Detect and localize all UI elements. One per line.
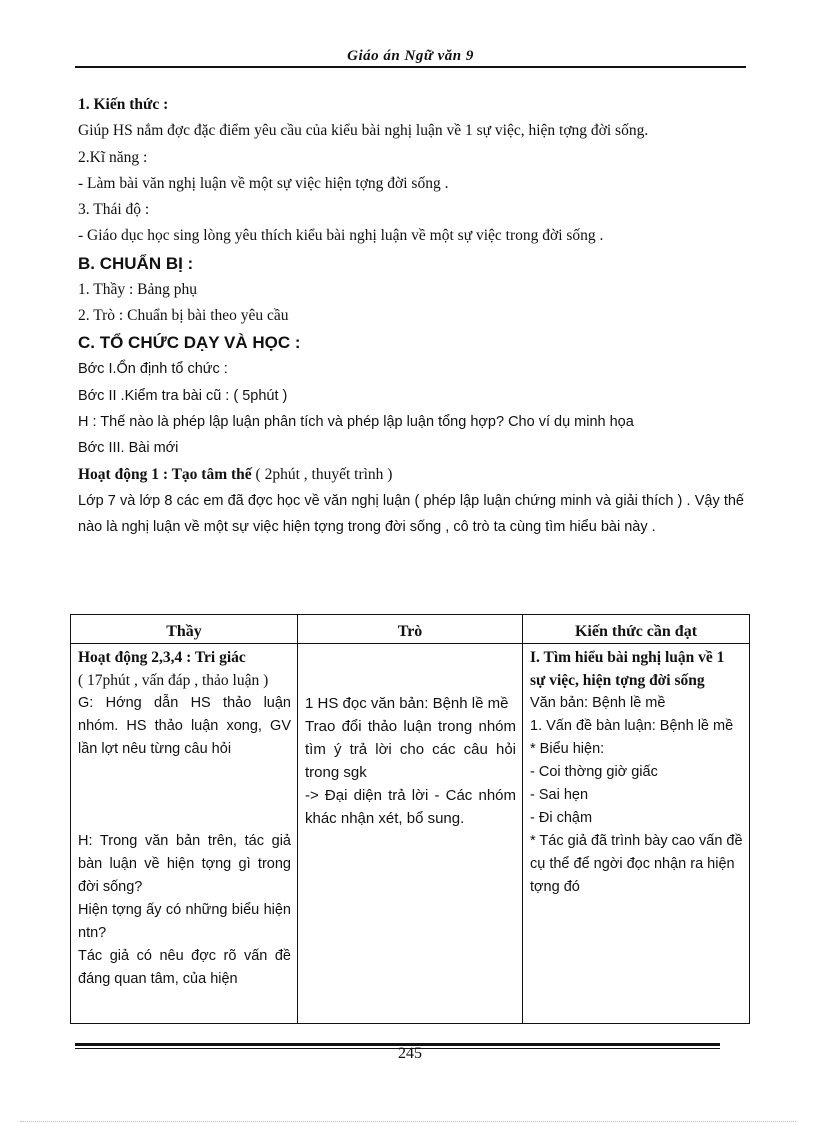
step-1: Bớc I.Ổn định tổ chức : [78, 361, 228, 378]
knowledge-manifest: * Biểu hiện: [530, 741, 605, 757]
step-2: Bớc II .Kiểm tra bài cũ : ( 5phút ) [78, 387, 288, 404]
intro-text: Lớp 7 và lớp 8 các em đã đợc học về văn nghị luận ( phép lập luận chứng minh và giải thích ) . Vậy thế nào là nghị luận về một sự việc hiện tợng trong đời sống , cô trò ta cùng tìm hiểu bài này . [78, 492, 744, 536]
prep-student: 2. Trò : Chuẩn bị bài theo yêu cầu [78, 307, 289, 325]
student-line-1: 1 HS đọc văn bản: Bệnh lề mề [305, 695, 509, 712]
header-knowledge: Kiến thức cần đạt [574, 623, 698, 640]
teacher-question-1: H: Trong văn bản trên, tác giả bàn luận về hiện tợng gì trong đời sống? [78, 833, 291, 895]
knowledge-cell-heading: I. Tìm hiểu bài nghị luận về 1 sự việc, hiện tợng đời sống [530, 649, 725, 689]
page-number: 245 [398, 1045, 422, 1062]
skills-heading: 2.Kĩ năng : [78, 148, 148, 166]
prep-teacher: 1. Thầy : Bảng phụ [78, 280, 197, 298]
teacher-cell [71, 644, 298, 1024]
step-3: Bớc III. Bài mới [78, 440, 179, 457]
lesson-table [70, 614, 750, 1024]
student-line-3: -> Đại diện trả lời - Các nhóm khác nhận xét, bổ sung. [305, 787, 516, 827]
skills-text: - Làm bài văn nghị luận về một sự việc hiện tợng đời sống . [78, 174, 449, 192]
teacher-question-2: Hiện tợng ấy có những biểu hiện ntn? [78, 902, 291, 941]
teacher-question-3: Tác giả có nêu đợc rõ vấn đề đáng quan tâm, của hiện [78, 948, 291, 987]
prep-heading: B. CHUẨN BỊ : [78, 253, 194, 273]
knowledge-cell [523, 644, 749, 1024]
activity-1-line [78, 462, 744, 488]
activity-1-label: Hoạt động 1 : Tạo tâm thế [78, 465, 252, 483]
header-student: Trò [298, 615, 523, 643]
knowledge-text: Giúp HS nắm đợc đặc điểm yêu cầu của kiểu bài nghị luận về 1 sự việc, hiện tợng đời sống. [78, 122, 649, 140]
lesson-body [78, 92, 744, 540]
header-rule [75, 66, 746, 68]
student-cell [298, 644, 523, 1024]
knowledge-heading: 1. Kiến thức : [78, 96, 169, 113]
knowledge-cell-text: Văn bản: Bệnh lề mề [530, 695, 666, 711]
attitude-text: - Giáo dục học sing lòng yêu thích kiểu bài nghị luận về một sự việc trong đời sống . [78, 227, 604, 245]
activity-1-detail: ( 2phút , thuyết trình ) [251, 465, 393, 483]
teacher-guide: G: Hớng dẫn HS thảo luận nhóm. HS thảo luận xong, GV lần lợt nêu từng câu hỏi [78, 695, 291, 757]
table-header-row [71, 615, 749, 644]
table-body-row [71, 644, 749, 1024]
knowledge-author: * Tác giả đã trình bày cao vấn đề cụ thể để ngời đọc nhận ra hiện tợng đó [530, 833, 743, 895]
header-teacher: Thầy [71, 615, 298, 643]
knowledge-issue: 1. Vấn đề bàn luận: Bệnh lề mề [530, 718, 734, 734]
student-line-2: Trao đổi thảo luận trong nhóm tìm ý trả lời cho các câu hỏi trong sgk [305, 718, 516, 781]
manifest-2: - Sai hẹn [530, 787, 589, 803]
manifest-1: - Coi thờng giờ giấc [530, 764, 658, 780]
org-heading: C. TỔ CHỨC DẠY VÀ HỌC : [78, 333, 301, 353]
review-question: H : Thế nào là phép lập luận phân tích và phép lập luận tổng hợp? Cho ví dụ minh họa [78, 413, 634, 430]
page-header-title: Giáo án Ngữ văn 9 [347, 48, 474, 64]
attitude-heading: 3. Thái độ : [78, 201, 150, 219]
manifest-3: - Đi chậm [530, 810, 593, 826]
teacher-detail: ( 17phút , vấn đáp , thảo luận ) [78, 672, 269, 689]
page-bottom-divider [20, 1121, 796, 1122]
teacher-spacer [78, 761, 291, 830]
teacher-activity: Hoạt động 2,3,4 : Tri giác [78, 649, 246, 666]
